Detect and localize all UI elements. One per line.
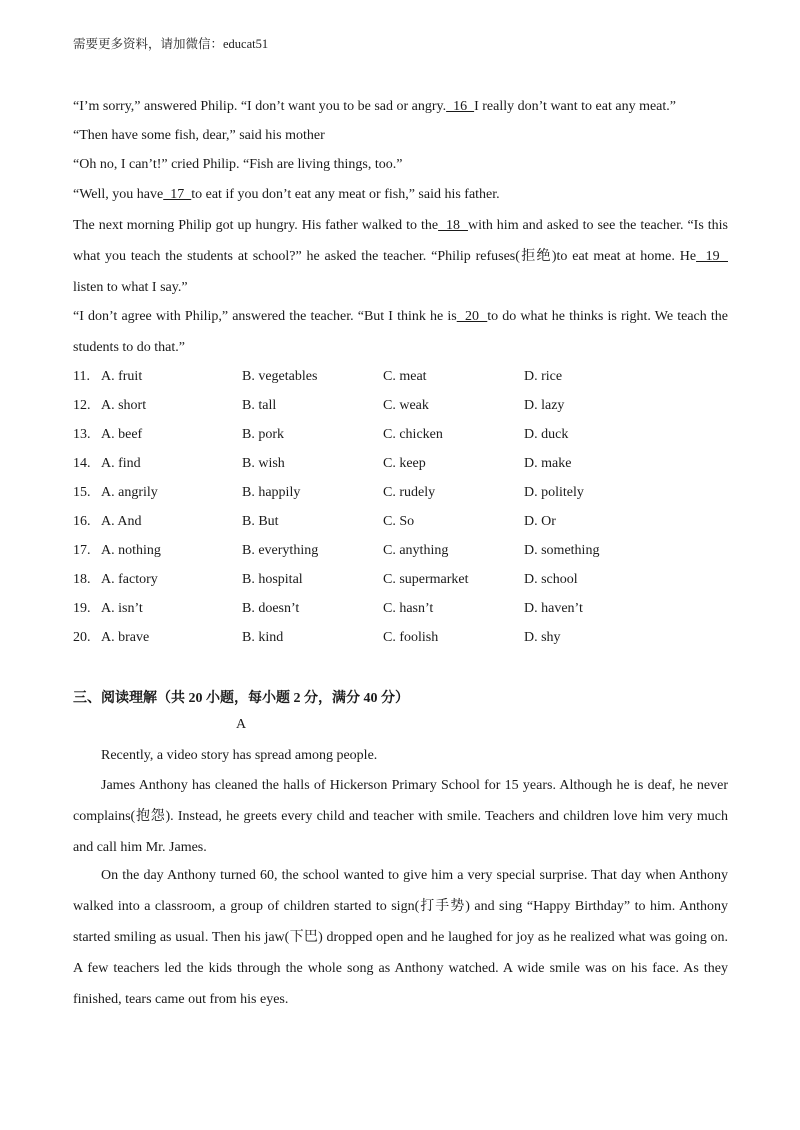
passage-letter: A xyxy=(236,717,247,732)
option-b: B. happily xyxy=(242,485,301,500)
option-d: D. rice xyxy=(524,369,563,384)
paragraph-text: listen to what I say.” xyxy=(73,280,188,295)
option-b: B. doesn’t xyxy=(242,601,300,616)
option-a: A. factory xyxy=(101,572,158,587)
dialogue-text: “Well, you have xyxy=(73,187,164,202)
option-b: B. pork xyxy=(242,427,284,442)
option-b: B. hospital xyxy=(242,572,303,587)
option-c: C. supermarket xyxy=(383,572,469,587)
option-row xyxy=(73,485,733,505)
blank-20: 20 xyxy=(456,309,488,324)
option-row xyxy=(73,543,733,563)
dialogue-paragraph-6 xyxy=(73,301,728,363)
option-a: A. fruit xyxy=(101,369,143,384)
option-b: B. tall xyxy=(242,398,277,413)
question-number: 11. xyxy=(73,369,90,384)
option-a: A. And xyxy=(101,514,142,529)
question-number: 20. xyxy=(73,630,91,645)
option-a: A. find xyxy=(101,456,141,471)
option-a: A. brave xyxy=(101,630,150,645)
option-a: A. isn’t xyxy=(101,601,143,616)
blank-17: 17 xyxy=(163,187,192,202)
dialogue-line-1 xyxy=(73,99,728,115)
section-title: 三、阅读理解（共 20 小题，每小题 2 分，满分 40 分） xyxy=(73,691,409,706)
option-row xyxy=(73,630,733,650)
option-a: A. beef xyxy=(101,427,143,442)
question-number: 18. xyxy=(73,572,91,587)
option-c: C. keep xyxy=(383,456,426,471)
option-c: C. foolish xyxy=(383,630,439,645)
passage-paragraph-2: James Anthony has cleaned the halls of Hickerson Primary School for 15 years. Although he is deaf, he never complains(抱怨). Instead, he greets every child and teacher with smile. Teachers and children love him very much and call him Mr. James. xyxy=(73,778,728,855)
option-row xyxy=(73,572,733,592)
paragraph-text: “I don’t agree with Philip,” answered the teacher. “But I think he is xyxy=(73,309,457,324)
option-b: B. kind xyxy=(242,630,284,645)
option-b: B. everything xyxy=(242,543,319,558)
dialogue-paragraph-5 xyxy=(73,210,728,303)
paragraph-text: with him and asked to see the teacher. “Is this what you teach the students at school?” he asked the teacher. “Philip refuses(拒绝)to eat meat at home. He xyxy=(73,218,728,264)
option-d: D. lazy xyxy=(524,398,565,413)
option-c: C. meat xyxy=(383,369,427,384)
option-c: C. rudely xyxy=(383,485,436,500)
option-row xyxy=(73,427,733,447)
blank-19: 19 xyxy=(696,249,728,264)
dialogue-text: “I’m sorry,” answered Philip. “I don’t want you to be sad or angry. xyxy=(73,99,447,114)
passage-paragraph-3: On the day Anthony turned 60, the school wanted to give him a very special surprise. That day when Anthony walked into a classroom, a group of children started to sign(打手势) and sing “Happy Birthday” to him. Anthony started smiling as usual. Then his jaw(下巴) dropped open and he laughed for joy as he realized what was going on. A few teachers led the kids through the whole song as Anthony watched. A wide smile was on his face. As they finished, tears came out from his eyes. xyxy=(73,868,728,1007)
option-c: C. So xyxy=(383,514,415,529)
question-number: 13. xyxy=(73,427,91,442)
option-c: C. anything xyxy=(383,543,449,558)
option-a: A. nothing xyxy=(101,543,161,558)
blank-16: 16 xyxy=(446,99,475,114)
dialogue-line-3: “Oh no, I can’t!” cried Philip. “Fish are living things, too.” xyxy=(73,157,403,172)
option-c: C. weak xyxy=(383,398,429,413)
option-row xyxy=(73,601,733,621)
passage-paragraph-1: Recently, a video story has spread among people. xyxy=(101,748,378,763)
option-row xyxy=(73,456,733,476)
option-row xyxy=(73,369,733,389)
option-row xyxy=(73,514,733,534)
option-d: D. something xyxy=(524,543,600,558)
option-row xyxy=(73,398,733,418)
paragraph-text: The next morning Philip got up hungry. His father walked to the xyxy=(73,218,439,233)
page-header-note: 需要更多资料，请加微信：educat51 xyxy=(73,37,269,51)
dialogue-line-4 xyxy=(73,187,728,203)
option-d: D. duck xyxy=(524,427,569,442)
option-b: B. But xyxy=(242,514,279,529)
question-number: 15. xyxy=(73,485,91,500)
option-d: D. haven’t xyxy=(524,601,583,616)
blank-18: 18 xyxy=(438,218,468,233)
option-d: D. make xyxy=(524,456,572,471)
option-d: D. politely xyxy=(524,485,584,500)
option-b: B. vegetables xyxy=(242,369,318,384)
option-a: A. short xyxy=(101,398,147,413)
dialogue-line-2: “Then have some fish, dear,” said his mother xyxy=(73,128,325,143)
question-number: 16. xyxy=(73,514,91,529)
question-number: 17. xyxy=(73,543,91,558)
option-c: C. hasn’t xyxy=(383,601,434,616)
question-number: 14. xyxy=(73,456,91,471)
dialogue-text: to eat if you don’t eat any meat or fish,” said his father. xyxy=(191,187,500,202)
dialogue-text: I really don’t want to eat any meat.” xyxy=(474,99,676,114)
option-d: D. shy xyxy=(524,630,561,645)
option-c: C. chicken xyxy=(383,427,443,442)
option-d: D. Or xyxy=(524,514,556,529)
question-number: 12. xyxy=(73,398,91,413)
paragraph-text: to do what he thinks is right. We teach the students to do that.” xyxy=(73,309,729,355)
question-number: 19. xyxy=(73,601,91,616)
option-d: D. school xyxy=(524,572,578,587)
option-a: A. angrily xyxy=(101,485,158,500)
option-b: B. wish xyxy=(242,456,285,471)
